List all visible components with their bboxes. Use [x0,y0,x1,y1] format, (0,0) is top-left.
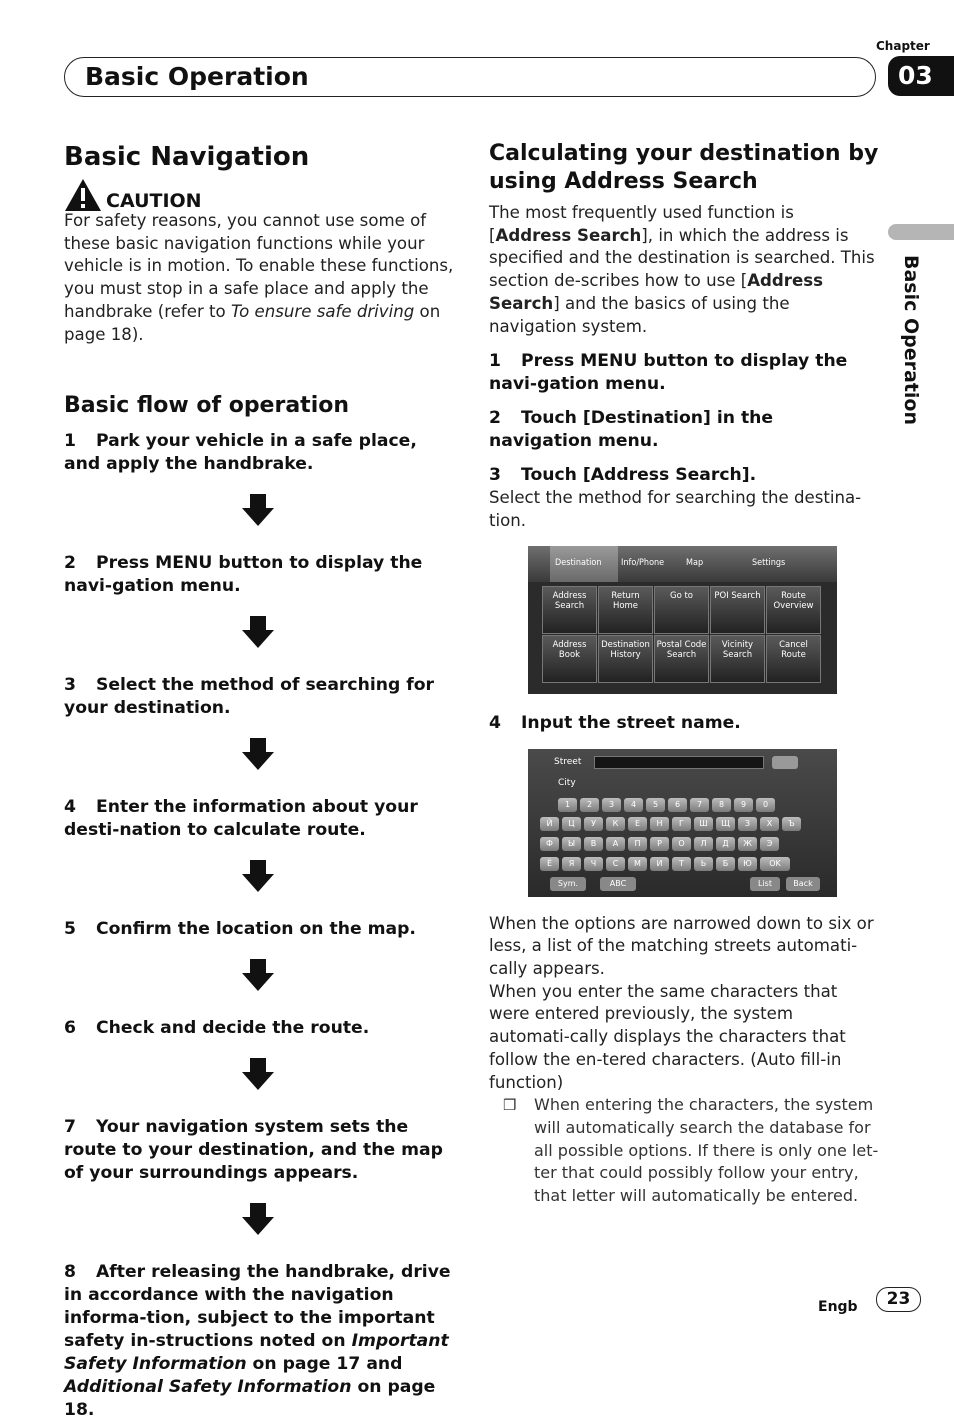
right-column [489,140,879,1208]
key[interactable]: 1 [558,798,577,812]
page-title: Basic Navigation [64,142,310,172]
section-header [64,57,876,97]
down-arrow-icon [242,1203,274,1235]
key[interactable]: Е [628,817,647,831]
key[interactable]: Ф [540,837,559,851]
return-home-button[interactable]: Return Home [598,586,653,634]
key[interactable]: У [584,817,603,831]
key[interactable]: 0 [756,798,775,812]
key[interactable]: И [650,857,669,871]
down-arrow-icon [242,860,274,892]
key[interactable]: О [672,837,691,851]
key[interactable]: Ч [584,857,603,871]
street-label: Street [554,756,582,767]
key[interactable]: 5 [646,798,665,812]
note-text: When entering the characters, the system will automatically search the database for all possible options. If there is only one let-ter that could possibly follow your entry, that letter will automatically be entered. [534,1095,879,1206]
key[interactable]: Ц [562,817,581,831]
key[interactable]: Г [672,817,691,831]
keyboard-row-3 [540,857,790,871]
checkbox-icon: ❒ [503,1096,517,1115]
procedure-step: 2 Touch [Destination] in the navigation menu. [489,408,774,452]
key[interactable]: К [606,817,625,831]
poi-search-button[interactable]: POI Search [710,586,765,634]
body-paragraph: When the options are narrowed down to six or less, a list of the matching streets automati-cally appears. [489,913,874,979]
cancel-route-button[interactable]: Cancel Route [766,635,821,683]
street-input[interactable] [594,756,764,769]
down-arrow-icon [242,959,274,991]
key[interactable]: Ж [738,837,757,851]
route-overview-button[interactable]: Route Overview [766,586,821,634]
keyboard-row-digits [558,798,775,812]
section-title: Basic Operation [85,62,309,91]
key[interactable]: 7 [690,798,709,812]
key[interactable]: Ё [540,857,559,871]
key[interactable]: П [628,837,647,851]
page-number: 23 [876,1287,921,1312]
key[interactable]: С [606,857,625,871]
city-label: City [558,777,576,788]
tab-map[interactable]: Map [686,557,704,568]
backspace-key[interactable] [772,756,798,769]
flow-step: 3 Select the method of searching for your destination. [64,675,435,719]
left-column [64,140,454,1422]
address-book-button[interactable]: Address Book [542,635,597,683]
key[interactable]: Ы [562,837,581,851]
footer-language: Engb [818,1299,858,1315]
key[interactable]: 4 [624,798,643,812]
key[interactable]: Р [650,837,669,851]
key[interactable]: Ю [738,857,757,871]
keyboard-row-1 [540,817,801,831]
body-paragraph: When you enter the same characters that were entered previously, the system automati-cally displays the characters that follow the en-tered characters. (Auto fill-in function) [489,981,846,1092]
caution-heading [64,176,454,212]
tab-settings[interactable]: Settings [752,557,786,568]
go-to-button[interactable]: Go to [654,586,709,634]
key[interactable]: Ш [694,817,713,831]
caution-reference: To ensure safe driving [230,301,415,321]
key[interactable]: Щ [716,817,735,831]
key[interactable]: Ь [694,857,713,871]
key[interactable]: Ъ [782,817,801,831]
section-heading: Calculating your destination by using Address Search [489,141,879,194]
down-arrow-icon [242,616,274,648]
key[interactable]: А [606,837,625,851]
abc-key[interactable]: ABC [600,877,636,891]
key[interactable]: Н [650,817,669,831]
step-description: Select the method for searching the destina-tion. [489,488,862,530]
key[interactable]: Й [540,817,559,831]
key[interactable]: Л [694,837,713,851]
list-key[interactable]: List [750,877,780,891]
menu-tab-bar [528,546,837,582]
chapter-number: 03 [888,56,954,96]
side-tab-label: Basic Operation [900,255,922,426]
flow-step: 2 Press MENU button to display the navi-gation menu. [64,553,423,597]
flow-step: 7 Your navigation system sets the route to your destination, and the map of your surroundings appears. [64,1117,443,1184]
key[interactable]: 3 [602,798,621,812]
navigation-menu-screenshot [528,546,837,694]
key[interactable]: В [584,837,603,851]
side-tab-marker [888,224,954,240]
key[interactable]: 9 [734,798,753,812]
key[interactable]: З [738,817,757,831]
menu-button-grid [542,586,821,683]
ok-key[interactable]: OK [760,857,790,871]
key[interactable]: Т [672,857,691,871]
vicinity-search-button[interactable]: Vicinity Search [710,635,765,683]
key[interactable]: Э [760,837,779,851]
destination-history-button[interactable]: Destination History [598,635,653,683]
down-arrow-icon [242,494,274,526]
tab-info-phone[interactable]: Info/Phone [621,557,665,568]
chapter-label: Chapter [876,39,930,53]
key[interactable]: Д [716,837,735,851]
key[interactable]: Б [716,857,735,871]
procedure-step: 1 Press MENU button to display the navi-gation menu. [489,351,848,395]
note [503,1094,879,1208]
key[interactable]: 2 [580,798,599,812]
caution-label: CAUTION [106,190,202,212]
flow-step: 1 Park your vehicle in a safe place, and apply the handbrake. [64,431,417,475]
back-key[interactable]: Back [786,877,820,891]
flow-step: 4 Enter the information about your desti-nation to calculate route. [64,797,418,841]
procedure-step: 4 Input the street name. [489,712,741,733]
address-search-button[interactable]: Address Search [542,586,597,634]
key[interactable]: Я [562,857,581,871]
key[interactable]: 6 [668,798,687,812]
flow-step: 5 Confirm the location on the map. [64,919,416,940]
caution-text: For safety reasons, you cannot use some of these basic navigation functions while your vehicle is in motion. To enable these functions, you must stop in a safe place and apply the handbrake (refer to To ensure safe driving on page 18). [64,211,454,344]
keyboard-screenshot [528,749,837,897]
key[interactable]: Х [760,817,779,831]
key[interactable]: М [628,857,647,871]
key[interactable]: 8 [712,798,731,812]
procedure-step: 3 Touch [Address Search]. [489,465,757,486]
symbols-key[interactable]: Sym. [550,877,586,891]
down-arrow-icon [242,738,274,770]
flow-heading: Basic flow of operation [64,393,350,419]
keyboard-row-2 [540,837,779,851]
postal-code-search-button[interactable]: Postal Code Search [654,635,709,683]
tab-destination[interactable]: Destination [555,557,602,568]
warning-icon [64,178,102,212]
intro-text: The most frequently used function is [Address Search], in which the address is specified and the destination is searched. This section de-scribes how to use [Address Search] and the basics of using the navigation system. [489,203,875,336]
flow-step: 8 After releasing the handbrake, drive in accordance with the navigation informa-tion, subject to the important safety in-structions noted on Important Safety Information on page 17 and Additional Safety Information on page 18. [64,1262,451,1421]
flow-step: 6 Check and decide the route. [64,1018,370,1039]
down-arrow-icon [242,1058,274,1090]
